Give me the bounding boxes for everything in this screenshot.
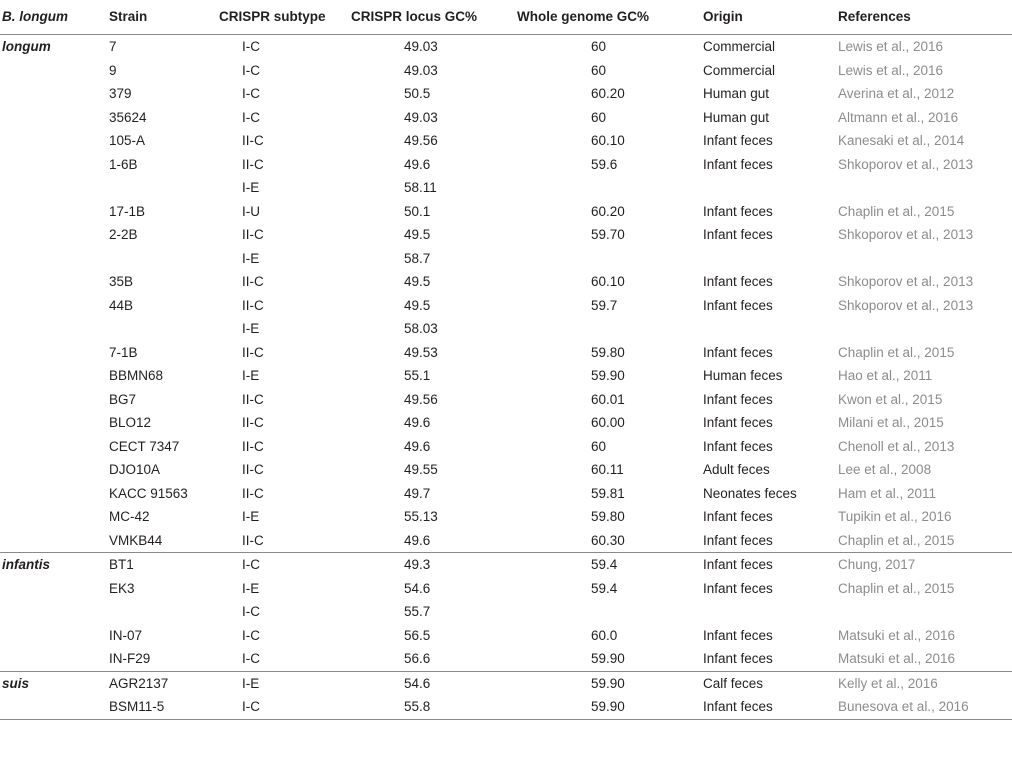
genome-gc-cell (517, 247, 703, 271)
strain-cell: DJO10A (109, 462, 161, 477)
locus-gc-cell: 49.5 (404, 274, 431, 289)
genome-gc-cell: 59.4 (517, 553, 703, 577)
strain-cell: BSM11-5 (109, 695, 219, 719)
table-row (0, 388, 1012, 412)
reference-cell (838, 317, 1012, 341)
crispr-subtype-cell: I-U (242, 203, 260, 219)
strain-cell: MC-42 (109, 509, 150, 524)
species-cell (0, 364, 109, 388)
header-strain: Strain (109, 0, 219, 35)
crispr-subtype-cell: I-C (242, 627, 260, 643)
strain-cell (109, 247, 219, 271)
genome-gc-cell: 60 (591, 62, 607, 78)
table-row (0, 129, 1012, 153)
table-row (0, 458, 1012, 482)
strain-cell: 35624 (109, 109, 147, 125)
species-cell (0, 294, 109, 318)
table-row (0, 341, 1012, 365)
locus-gc-cell: 55.7 (404, 604, 431, 619)
reference-cell: Milani et al., 2015 (838, 415, 944, 430)
origin-cell: Infant feces (703, 580, 773, 596)
locus-gc-cell: 50.1 (404, 203, 431, 219)
reference-cell (838, 600, 1012, 624)
reference-cell: Lewis et al., 2016 (838, 62, 944, 78)
header-row (0, 0, 1012, 35)
locus-gc-cell: 58.11 (404, 180, 437, 195)
species-cell (0, 458, 109, 482)
table-row (0, 505, 1012, 529)
locus-gc-cell: 54.6 (404, 580, 431, 596)
crispr-subtype-cell: I-C (242, 86, 260, 101)
reference-cell: Chaplin et al., 2015 (838, 532, 955, 548)
locus-gc-cell: 49.03 (404, 62, 438, 78)
locus-gc-cell: 49.6 (404, 415, 431, 430)
crispr-subtype-cell: I-C (242, 109, 260, 125)
crispr-subtype-cell: II-C (242, 438, 264, 454)
crispr-subtype-cell: II-C (242, 415, 264, 430)
origin-cell: Infant feces (703, 297, 773, 313)
header-origin: Origin (703, 0, 838, 35)
species-cell (0, 129, 109, 153)
strain-cell: 379 (109, 86, 132, 101)
origin-cell (703, 600, 838, 624)
locus-gc-cell: 49.53 (404, 344, 438, 360)
reference-cell: Chaplin et al., 2015 (838, 203, 955, 219)
genome-gc-cell: 60.30 (591, 532, 625, 548)
locus-gc-cell: 49.6 (404, 532, 431, 548)
crispr-subtype-cell: II-C (242, 532, 264, 548)
crispr-subtype-cell: II-C (242, 462, 264, 477)
genome-gc-cell (517, 176, 703, 200)
reference-cell: Kanesaki et al., 2014 (838, 133, 965, 148)
crispr-subtype-cell: I-E (242, 368, 260, 383)
crispr-subtype-cell: I-C (242, 604, 260, 619)
origin-cell: Commercial (703, 62, 776, 78)
species-cell (0, 505, 109, 529)
species-cell (0, 153, 109, 177)
species-cell (0, 106, 109, 130)
header-genome-gc: Whole genome GC% (517, 0, 703, 35)
locus-gc-cell: 58.7 (404, 250, 431, 266)
strain-cell: 44B (109, 297, 134, 313)
strain-cell: 17-1B (109, 203, 146, 219)
table-row (0, 647, 1012, 671)
genome-gc-cell: 59.90 (591, 368, 625, 383)
genome-gc-cell: 60.0 (591, 627, 618, 643)
crispr-subtype-cell: I-C (242, 62, 260, 78)
genome-gc-cell: 59.80 (591, 509, 625, 524)
reference-cell: Hao et al., 2011 (838, 368, 933, 383)
reference-cell: Chaplin et al., 2015 (838, 344, 955, 360)
strain-cell: 35B (109, 274, 134, 289)
species-cell (0, 577, 109, 601)
table-row (0, 317, 1012, 341)
strain-cell: 7 (109, 39, 117, 54)
reference-cell: Averina et al., 2012 (838, 86, 955, 101)
origin-cell (703, 317, 838, 341)
crispr-subtype-cell: II-C (242, 391, 264, 407)
reference-cell (838, 176, 1012, 200)
locus-gc-cell: 49.5 (404, 297, 431, 313)
reference-cell: Tupikin et al., 2016 (838, 509, 952, 524)
genome-gc-cell: 60.20 (591, 86, 625, 101)
table-row (0, 270, 1012, 294)
locus-gc-cell: 49.03 (404, 109, 438, 125)
reference-cell: Kwon et al., 2015 (838, 391, 943, 407)
species-cell (0, 529, 109, 553)
genome-gc-cell: 60 (591, 109, 607, 125)
genome-gc-cell: 59.4 (591, 580, 618, 596)
genome-gc-cell (517, 317, 703, 341)
origin-cell: Adult feces (703, 462, 770, 477)
origin-cell (703, 247, 838, 271)
reference-cell: Shkoporov et al., 2013 (838, 297, 974, 313)
strain-cell: BG7 (109, 391, 137, 407)
species-cell (0, 247, 109, 271)
strain-cell: IN-07 (109, 627, 143, 643)
strain-cell (109, 176, 219, 200)
locus-gc-cell: 49.5 (404, 227, 431, 242)
table-row (0, 176, 1012, 200)
strain-cell: IN-F29 (109, 651, 151, 666)
locus-gc-cell: 58.03 (404, 321, 438, 336)
crispr-subtype-cell: II-C (242, 485, 264, 501)
species-cell (0, 482, 109, 506)
origin-cell: Infant feces (703, 695, 838, 719)
origin-cell (703, 176, 838, 200)
crispr-subtype-cell: I-E (242, 580, 260, 596)
species-cell (0, 200, 109, 224)
table-body (0, 35, 1012, 720)
crispr-subtype-cell: I-C (242, 651, 260, 666)
species-cell (0, 624, 109, 648)
locus-gc-cell: 49.55 (404, 462, 438, 477)
table-row (0, 200, 1012, 224)
genome-gc-cell: 59.6 (591, 156, 618, 172)
species-cell (0, 59, 109, 83)
genome-gc-cell: 60 (591, 39, 607, 54)
crispr-subtype-cell: II-C (242, 297, 264, 313)
strain-cell: AGR2137 (109, 671, 219, 695)
genome-gc-cell: 59.7 (591, 297, 618, 313)
species-cell (0, 695, 109, 719)
genome-gc-cell: 59.90 (517, 695, 703, 719)
genome-gc-cell: 60.01 (591, 391, 625, 407)
origin-cell: Infant feces (703, 627, 773, 643)
table-row (0, 153, 1012, 177)
genome-gc-cell: 59.80 (591, 344, 625, 360)
strain-cell: 1-6B (109, 156, 138, 172)
origin-cell: Infant feces (703, 415, 773, 430)
header-crispr-subtype: CRISPR subtype (219, 0, 351, 35)
genome-gc-cell: 60.10 (591, 274, 625, 289)
table-row (0, 364, 1012, 388)
crispr-subtype-cell: II-C (242, 156, 264, 172)
table-row (0, 435, 1012, 459)
species-cell: longum (2, 39, 51, 54)
table-row (0, 553, 1012, 577)
origin-cell: Human feces (703, 368, 783, 383)
origin-cell: Infant feces (703, 509, 773, 524)
table-row (0, 529, 1012, 553)
strain-cell: 7-1B (109, 344, 138, 360)
species-cell (0, 435, 109, 459)
reference-cell: Matsuki et al., 2016 (838, 627, 956, 643)
locus-gc-cell: 49.6 (404, 156, 431, 172)
crispr-subtype-cell: I-E (242, 180, 260, 195)
origin-cell: Infant feces (703, 274, 773, 289)
header-locus-gc: CRISPR locus GC% (351, 0, 517, 35)
reference-cell: Shkoporov et al., 2013 (838, 274, 974, 289)
species-cell (0, 317, 109, 341)
origin-cell: Infant feces (703, 344, 773, 360)
locus-gc-cell: 56.6 (404, 651, 431, 666)
crispr-subtype-cell: I-E (219, 671, 351, 695)
crispr-subtype-cell: I-E (242, 321, 260, 336)
reference-cell: Lee et al., 2008 (838, 462, 932, 477)
crispr-subtype-cell: I-E (242, 250, 260, 266)
origin-cell: Infant feces (703, 133, 773, 148)
origin-cell: Infant feces (703, 532, 773, 548)
table-row (0, 294, 1012, 318)
locus-gc-cell: 55.8 (351, 695, 517, 719)
table-row (0, 671, 1012, 695)
species-cell (0, 411, 109, 435)
header-species: B. longum (0, 0, 109, 35)
origin-cell: Neonates feces (703, 485, 797, 501)
locus-gc-cell: 50.5 (404, 86, 431, 101)
genome-gc-cell: 60.11 (591, 462, 624, 477)
strain-cell: CECT 7347 (109, 438, 180, 454)
reference-cell: Bunesova et al., 2016 (838, 695, 1012, 719)
origin-cell: Infant feces (703, 227, 773, 242)
origin-cell: Calf feces (703, 671, 838, 695)
locus-gc-cell: 55.1 (404, 368, 431, 383)
species-cell (0, 223, 109, 247)
strain-cell: 2-2B (109, 227, 138, 242)
crispr-subtype-cell: I-C (219, 695, 351, 719)
table-row (0, 600, 1012, 624)
genome-gc-cell: 60 (591, 438, 607, 454)
reference-cell: Shkoporov et al., 2013 (838, 156, 974, 172)
crispr-subtype-cell: II-C (242, 227, 264, 242)
species-cell (0, 176, 109, 200)
table-row (0, 223, 1012, 247)
genome-gc-cell: 59.70 (591, 227, 625, 242)
strain-cell: EK3 (109, 580, 135, 596)
species-cell (0, 270, 109, 294)
reference-cell (838, 247, 1012, 271)
origin-cell: Infant feces (703, 651, 773, 666)
strain-cell: BT1 (109, 553, 219, 577)
locus-gc-cell: 49.3 (351, 553, 517, 577)
table-row (0, 411, 1012, 435)
locus-gc-cell: 49.03 (404, 39, 438, 54)
strain-cell: BBMN68 (109, 368, 164, 383)
reference-cell: Chung, 2017 (838, 553, 1012, 577)
table-row (0, 695, 1012, 719)
reference-cell: Ham et al., 2011 (838, 485, 937, 501)
reference-cell: Altmann et al., 2016 (838, 109, 959, 125)
species-cell (0, 600, 109, 624)
table-row (0, 35, 1012, 59)
locus-gc-cell: 49.6 (404, 438, 431, 454)
origin-cell: Infant feces (703, 391, 773, 407)
crispr-subtype-cell: I-E (242, 509, 260, 524)
locus-gc-cell: 49.56 (404, 133, 438, 148)
crispr-subtype-cell: I-C (219, 553, 351, 577)
species-cell (0, 647, 109, 671)
reference-cell: Shkoporov et al., 2013 (838, 227, 974, 242)
table-row (0, 59, 1012, 83)
table-row (0, 624, 1012, 648)
genome-gc-cell: 60.00 (591, 415, 625, 430)
origin-cell: Infant feces (703, 553, 838, 577)
origin-cell: Infant feces (703, 438, 773, 454)
table-row (0, 577, 1012, 601)
genome-gc-cell: 60.10 (591, 133, 625, 148)
locus-gc-cell: 49.56 (404, 391, 438, 407)
genome-gc-cell: 60.20 (591, 203, 625, 219)
reference-cell: Chenoll et al., 2013 (838, 438, 955, 454)
strain-cell: 105-A (109, 133, 146, 148)
origin-cell: Commercial (703, 39, 776, 54)
genome-gc-cell: 59.81 (591, 485, 625, 501)
locus-gc-cell: 54.6 (351, 671, 517, 695)
origin-cell: Infant feces (703, 203, 773, 219)
crispr-subtype-cell: I-C (242, 39, 260, 54)
species-cell: infantis (0, 553, 109, 577)
table-row (0, 82, 1012, 106)
species-cell: suis (0, 671, 109, 695)
strain-cell: 9 (109, 62, 117, 78)
header-references: References (838, 0, 1012, 35)
locus-gc-cell: 55.13 (404, 509, 438, 524)
crispr-subtype-cell: II-C (242, 133, 264, 148)
reference-cell: Matsuki et al., 2016 (838, 651, 956, 666)
origin-cell: Human gut (703, 109, 770, 125)
strain-cell (109, 317, 219, 341)
species-cell (0, 82, 109, 106)
locus-gc-cell: 56.5 (404, 627, 431, 643)
table-row (0, 106, 1012, 130)
locus-gc-cell: 49.7 (404, 485, 431, 501)
reference-cell: Lewis et al., 2016 (838, 39, 944, 54)
genome-gc-cell: 59.90 (591, 651, 625, 666)
species-cell (0, 388, 109, 412)
strain-cell: VMKB44 (109, 532, 163, 548)
species-cell (0, 341, 109, 365)
strain-cell: BLO12 (109, 415, 152, 430)
table-row (0, 482, 1012, 506)
crispr-subtype-cell: II-C (242, 344, 264, 360)
origin-cell: Infant feces (703, 156, 773, 172)
genome-gc-cell: 59.90 (517, 671, 703, 695)
genome-gc-cell (517, 600, 703, 624)
reference-cell: Kelly et al., 2016 (838, 671, 1012, 695)
reference-cell: Chaplin et al., 2015 (838, 580, 955, 596)
origin-cell: Human gut (703, 86, 770, 101)
crispr-subtype-cell: II-C (242, 274, 264, 289)
table-row (0, 247, 1012, 271)
strain-cell (109, 600, 219, 624)
strain-cell: KACC 91563 (109, 485, 188, 501)
